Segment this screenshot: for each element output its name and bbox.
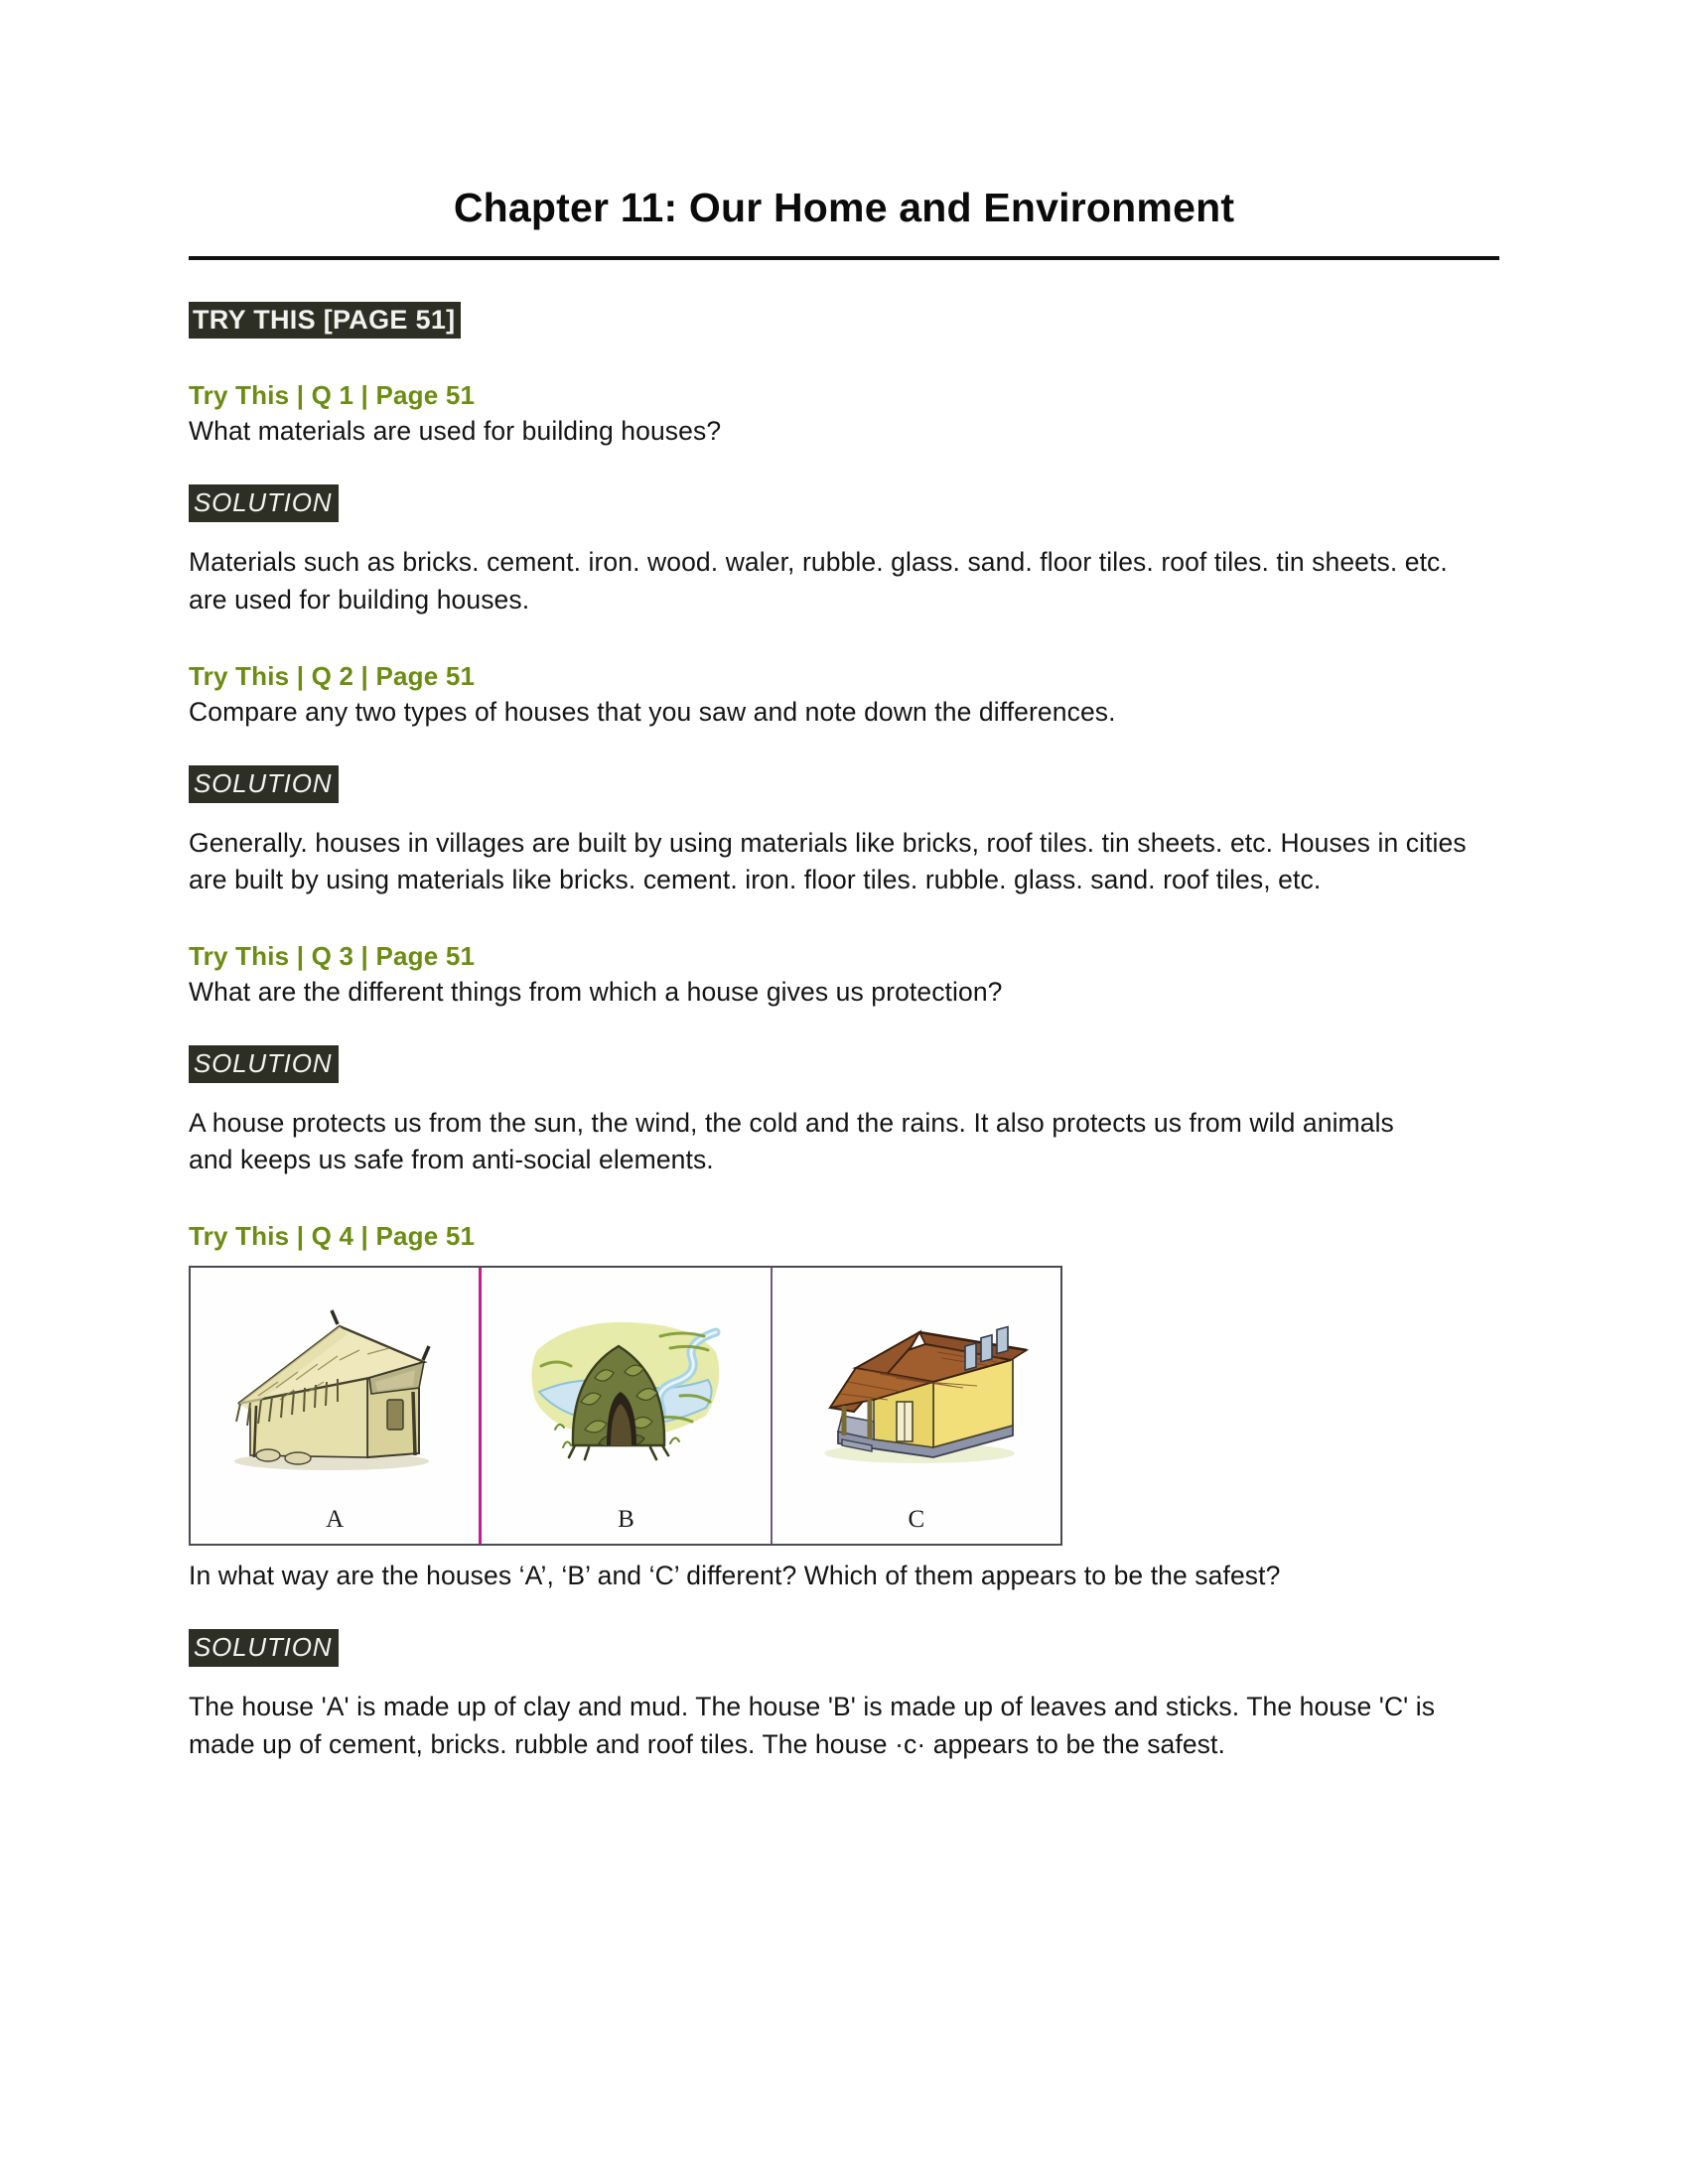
figure-caption-a: A xyxy=(326,1506,345,1534)
page-title: Chapter 11: Our Home and Environment xyxy=(453,185,1235,230)
figure-panel-a xyxy=(191,1268,479,1544)
leaf-shelter-icon xyxy=(511,1297,740,1485)
solution-label-3: SOLUTION xyxy=(189,1045,339,1083)
figure-panel-c xyxy=(771,1268,1060,1544)
solution-text-4: The house 'A' is made up of clay and mud. The house 'B' is made up of leaves and sticks. The house 'C' is made up of cement, bricks. rubble and roof tiles. The house ·c· appears to be the safest. xyxy=(189,1692,1436,1759)
solution-text-3: A house protects us from the sun, the wind, the cold and the rains. It also protects us from wild animals and keeps us safe from anti-social elements. xyxy=(189,1107,1394,1175)
brick-house-icon xyxy=(802,1297,1031,1485)
question-heading-2: Try This | Q 2 | Page 51 xyxy=(189,660,476,691)
question-heading-4: Try This | Q 4 | Page 51 xyxy=(189,1221,476,1252)
question-text-3: What are the different things from which a house gives us protection? xyxy=(189,976,1003,1007)
question-heading-1: Try This | Q 1 | Page 51 xyxy=(189,380,476,411)
house-b-illustration xyxy=(482,1268,770,1507)
figure-panel-b xyxy=(479,1268,770,1544)
question-heading-3: Try This | Q 3 | Page 51 xyxy=(189,940,476,971)
question-text-1: What materials are used for building houses? xyxy=(189,416,722,447)
solution-text-2: Generally. houses in villages are built by using materials like bricks, roof tiles. tin sheets. etc. Houses in cities are built by using materials like bricks. cement. iron. floor tiles. rubble. glass. sand. roof tiles, etc. xyxy=(189,827,1467,895)
solution-text-1: Materials such as bricks. cement. iron. wood. waler, rubble. glass. sand. floor tiles. roof tiles. tin sheets. etc. are used for building houses. xyxy=(189,547,1448,614)
house-a-illustration xyxy=(191,1268,479,1507)
section-banner: TRY THIS [PAGE 51] xyxy=(189,302,461,339)
solution-label-2: SOLUTION xyxy=(189,765,339,803)
solution-label-4: SOLUTION xyxy=(189,1629,339,1667)
solution-label-1: SOLUTION xyxy=(189,484,339,522)
question-text-4: In what way are the houses ‘A’, ‘B’ and ‘C’ different? Which of them appears to be the safest? xyxy=(189,1561,1281,1591)
houses-comparison-figure xyxy=(189,1266,1062,1546)
thatched-hut-icon xyxy=(220,1297,449,1485)
figure-caption-c: C xyxy=(908,1506,925,1534)
question-text-2: Compare any two types of houses that you saw and note down the differences. xyxy=(189,696,1116,727)
house-c-illustration xyxy=(773,1268,1060,1507)
figure-caption-b: B xyxy=(618,1506,634,1534)
